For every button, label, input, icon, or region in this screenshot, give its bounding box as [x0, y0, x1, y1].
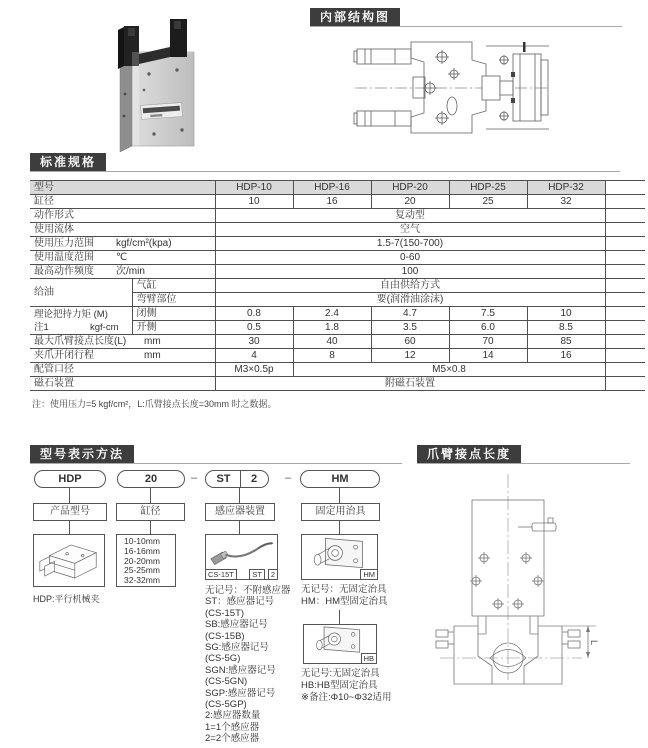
jig-hb-tag: HB [361, 653, 377, 664]
bore-options-box [116, 534, 176, 587]
connector-line [239, 488, 240, 503]
section-title-spec: 标准规格 [30, 153, 106, 171]
model-code-jig: HM [300, 470, 380, 488]
spec-value: 4.7 [371, 307, 449, 321]
hyphen-separator: – [190, 472, 198, 484]
spec-label: 使用温度范围 ℃ [30, 251, 215, 265]
connector-line [69, 488, 70, 503]
spec-sublabel: 闭侧 [132, 307, 215, 321]
connector-line [339, 521, 340, 534]
spec-value: 100 [215, 265, 605, 279]
connector-line [339, 488, 340, 503]
hm-jig-drawing [302, 535, 377, 571]
sensor-note: (CS-15B) [205, 630, 245, 642]
connector-line [239, 521, 240, 534]
spec-row-fluid [30, 223, 645, 237]
label-box-sensor: 感应器装置 [205, 503, 275, 521]
spec-value: 1.8 [293, 321, 371, 335]
bore-option: 25-25mm [124, 565, 160, 576]
spec-value: 16 [527, 349, 605, 363]
jig-hm-notes [301, 584, 388, 608]
spacer-cell [605, 223, 645, 237]
spec-value: 2.4 [293, 307, 371, 321]
sensor-note: 无记号：不附感应器 [205, 585, 291, 596]
sensor-tag-st: ST [249, 569, 265, 580]
spec-label: 最高动作频度 次/min [30, 265, 215, 279]
spec-label: 动作形式 [30, 209, 215, 223]
spec-value: 附磁石装置 [215, 377, 605, 391]
product-drawing-box [33, 534, 105, 587]
dimension-label-l: L [589, 640, 599, 646]
jig-hb-notes [301, 668, 391, 705]
sensor-note: 2=2个感应器 [205, 733, 260, 745]
spacer-cell [605, 181, 645, 195]
sensor-note: SB:感应器记号 [205, 619, 268, 631]
spec-label: 给油 [30, 279, 132, 307]
spec-value: 14 [449, 349, 527, 363]
spacer-cell [605, 237, 645, 251]
spec-unit: kgf/cm²(kpa) [116, 238, 172, 249]
spec-sublabel: 开侧 [132, 321, 215, 335]
spec-table [30, 180, 645, 391]
spec-value: 要(润滑油涂沫) [215, 293, 605, 307]
section-title-model: 型号表示方法 [30, 445, 134, 463]
spec-value: 1.5-7(150-700) [215, 237, 605, 251]
spec-label: 型号 [30, 181, 215, 195]
sensor-note: 1=1个感应器 [205, 721, 260, 733]
connector-line [150, 488, 151, 503]
spec-sublabel: 气缸 [132, 279, 215, 293]
spec-unit: kgf-cm [90, 321, 119, 333]
sensor-note: (CS-5GN) [205, 676, 248, 688]
arm-length-drawing [420, 468, 635, 746]
model-name: HDP-20 [371, 181, 449, 195]
spec-unit: 次/min [116, 266, 145, 277]
spec-row-magnet [30, 377, 645, 391]
jig-note: 无记号：无固定治具 [301, 584, 387, 595]
spec-row-bore [30, 195, 645, 209]
model-name: HDP-25 [449, 181, 527, 195]
sensor-drawing-box [205, 534, 278, 580]
spec-row-max-arm-length [30, 335, 645, 349]
spec-value: M5×0.8 [293, 363, 605, 377]
spec-sublabel: 弯臂部位 [132, 293, 215, 307]
spacer-cell [605, 363, 645, 377]
spec-value: 空气 [215, 223, 605, 237]
spacer-cell [605, 293, 645, 307]
model-code-bore: 20 [117, 470, 185, 488]
sensor-note: 2:感应器数量 [205, 710, 261, 722]
spec-row-model [30, 181, 645, 195]
spec-value: 40 [293, 335, 371, 349]
spec-value: 0.5 [215, 321, 293, 335]
spec-value: 3.5 [371, 321, 449, 335]
spec-value: 85 [527, 335, 605, 349]
spec-row-temperature [30, 251, 645, 265]
jig-note: ※备注:Φ10~Φ32适用 [301, 692, 392, 704]
spec-unit: mm [144, 350, 161, 361]
spacer-cell [605, 251, 645, 265]
model-name: HDP-16 [293, 181, 371, 195]
sensor-note: (CS-5G) [205, 653, 241, 665]
jig-hm-tag: HM [360, 569, 378, 580]
spec-value: 30 [215, 335, 293, 349]
spec-value: 16 [293, 195, 371, 209]
hyphen-separator: – [284, 472, 292, 484]
spec-value: 0.8 [215, 307, 293, 321]
spacer-cell [605, 209, 645, 223]
spacer-cell [605, 279, 645, 293]
section-title-arm: 爪臂接点长度 [417, 445, 521, 463]
sensor-cable-drawing [206, 535, 277, 569]
spec-value: 70 [449, 335, 527, 349]
spec-row-frequency [30, 265, 645, 279]
spacer-cell [605, 321, 645, 335]
jig-hb-box [303, 624, 377, 664]
connector-line [69, 521, 70, 534]
spacer-cell [605, 377, 645, 391]
model-code-sensor: ST [207, 471, 241, 487]
label-box-bore: 缸径 [116, 503, 185, 521]
spec-value: 60 [371, 335, 449, 349]
jig-note: HM：HM型固定治具 [301, 596, 388, 608]
section-model-notation [30, 445, 402, 464]
model-name: HDP-10 [215, 181, 293, 195]
spec-label: 使用压力范围 kgf/cm²(kpa) [30, 237, 215, 251]
spec-label: 配管口径 [30, 363, 215, 377]
spec-value: 32 [527, 195, 605, 209]
internal-structure-diagram [352, 30, 552, 145]
jig-note: HB:HB型固定治具 [301, 680, 378, 692]
sensor-note: SGP:感应器记号 [205, 687, 276, 699]
bore-option: 32-32mm [124, 575, 160, 586]
spec-row-stroke [30, 349, 645, 363]
sensor-notes [205, 585, 291, 745]
bore-option: 20-20mm [124, 555, 160, 566]
section-arm-length [417, 445, 630, 464]
jig-hm-box [301, 534, 378, 580]
section-title-internal: 内部结构图 [310, 8, 400, 26]
sensor-note: SGN:感应器记号 [205, 664, 276, 676]
model-code-qty: 2 [250, 473, 258, 485]
spec-value: M3×0.5p [215, 363, 293, 377]
spec-label: 理论把持力矩 (M) 注1 kgf-cm [30, 307, 132, 335]
spec-label: 磁石装置 [30, 377, 215, 391]
hb-jig-drawing [304, 625, 376, 655]
spec-unit: mm [144, 336, 161, 347]
spec-value: 8.5 [527, 321, 605, 335]
spec-label: 最大爪臂接点长度(L) mm [30, 335, 215, 349]
bore-option: 10-10mm [124, 536, 160, 546]
spec-row-pressure [30, 237, 645, 251]
label-box-product: 产品型号 [33, 503, 107, 521]
spec-label: 缸径 [30, 195, 215, 209]
sensor-model-label: CS-15T [205, 569, 237, 580]
spec-value: 12 [371, 349, 449, 363]
spec-value: 25 [449, 195, 527, 209]
spec-value: 复动型 [215, 209, 605, 223]
sensor-note: (CS-5GP) [205, 699, 247, 711]
connector-line [339, 610, 340, 624]
sensor-tag-qty: 2 [268, 569, 278, 580]
jig-note: 无记号:无固定治具 [301, 668, 380, 679]
spacer-cell [605, 349, 645, 363]
spec-value: 20 [371, 195, 449, 209]
model-code-sensor-group [205, 470, 269, 488]
spec-value: 0-60 [215, 251, 605, 265]
spec-value: 自由供给方式 [215, 279, 605, 293]
spacer-cell [605, 195, 645, 209]
spec-row-action [30, 209, 645, 223]
bore-option: 16-16mm [124, 545, 160, 556]
sensor-note: SG:感应器记号 [205, 642, 269, 654]
spec-value: 4 [215, 349, 293, 363]
spacer-cell [605, 307, 645, 321]
label-box-jig: 固定用治具 [301, 503, 380, 521]
spec-value: 6.0 [449, 321, 527, 335]
product-iso-drawing [34, 535, 104, 586]
section-internal-structure [310, 8, 622, 27]
sensor-note: ST：感应器记号 [205, 596, 275, 608]
section-standard-spec [30, 153, 620, 172]
spec-row-torque-closed [30, 307, 645, 321]
spacer-cell [605, 265, 645, 279]
spec-label: 夹爪开闭行程 mm [30, 349, 215, 363]
spec-value: 7.5 [449, 307, 527, 321]
model-code-product: HDP [34, 470, 106, 488]
spec-value: 10 [215, 195, 293, 209]
spec-unit: ℃ [116, 252, 128, 263]
model-name: HDP-32 [527, 181, 605, 195]
spacer-cell [605, 335, 645, 349]
spec-value: 10 [527, 307, 605, 321]
spec-label: 使用流体 [30, 223, 215, 237]
spec-table-note: 注：使用压力=5 kgf/cm²，L:爪臂接点长度=30mm 时之数据。 [32, 399, 277, 409]
sensor-note: (CS-15T) [205, 607, 245, 619]
spec-value: 8 [293, 349, 371, 363]
spec-row-lubrication-cylinder [30, 279, 645, 293]
product-photo [110, 14, 206, 156]
product-caption: HDP:平行机械夹 [33, 594, 100, 604]
spec-row-piping [30, 363, 645, 377]
connector-line [150, 521, 151, 534]
